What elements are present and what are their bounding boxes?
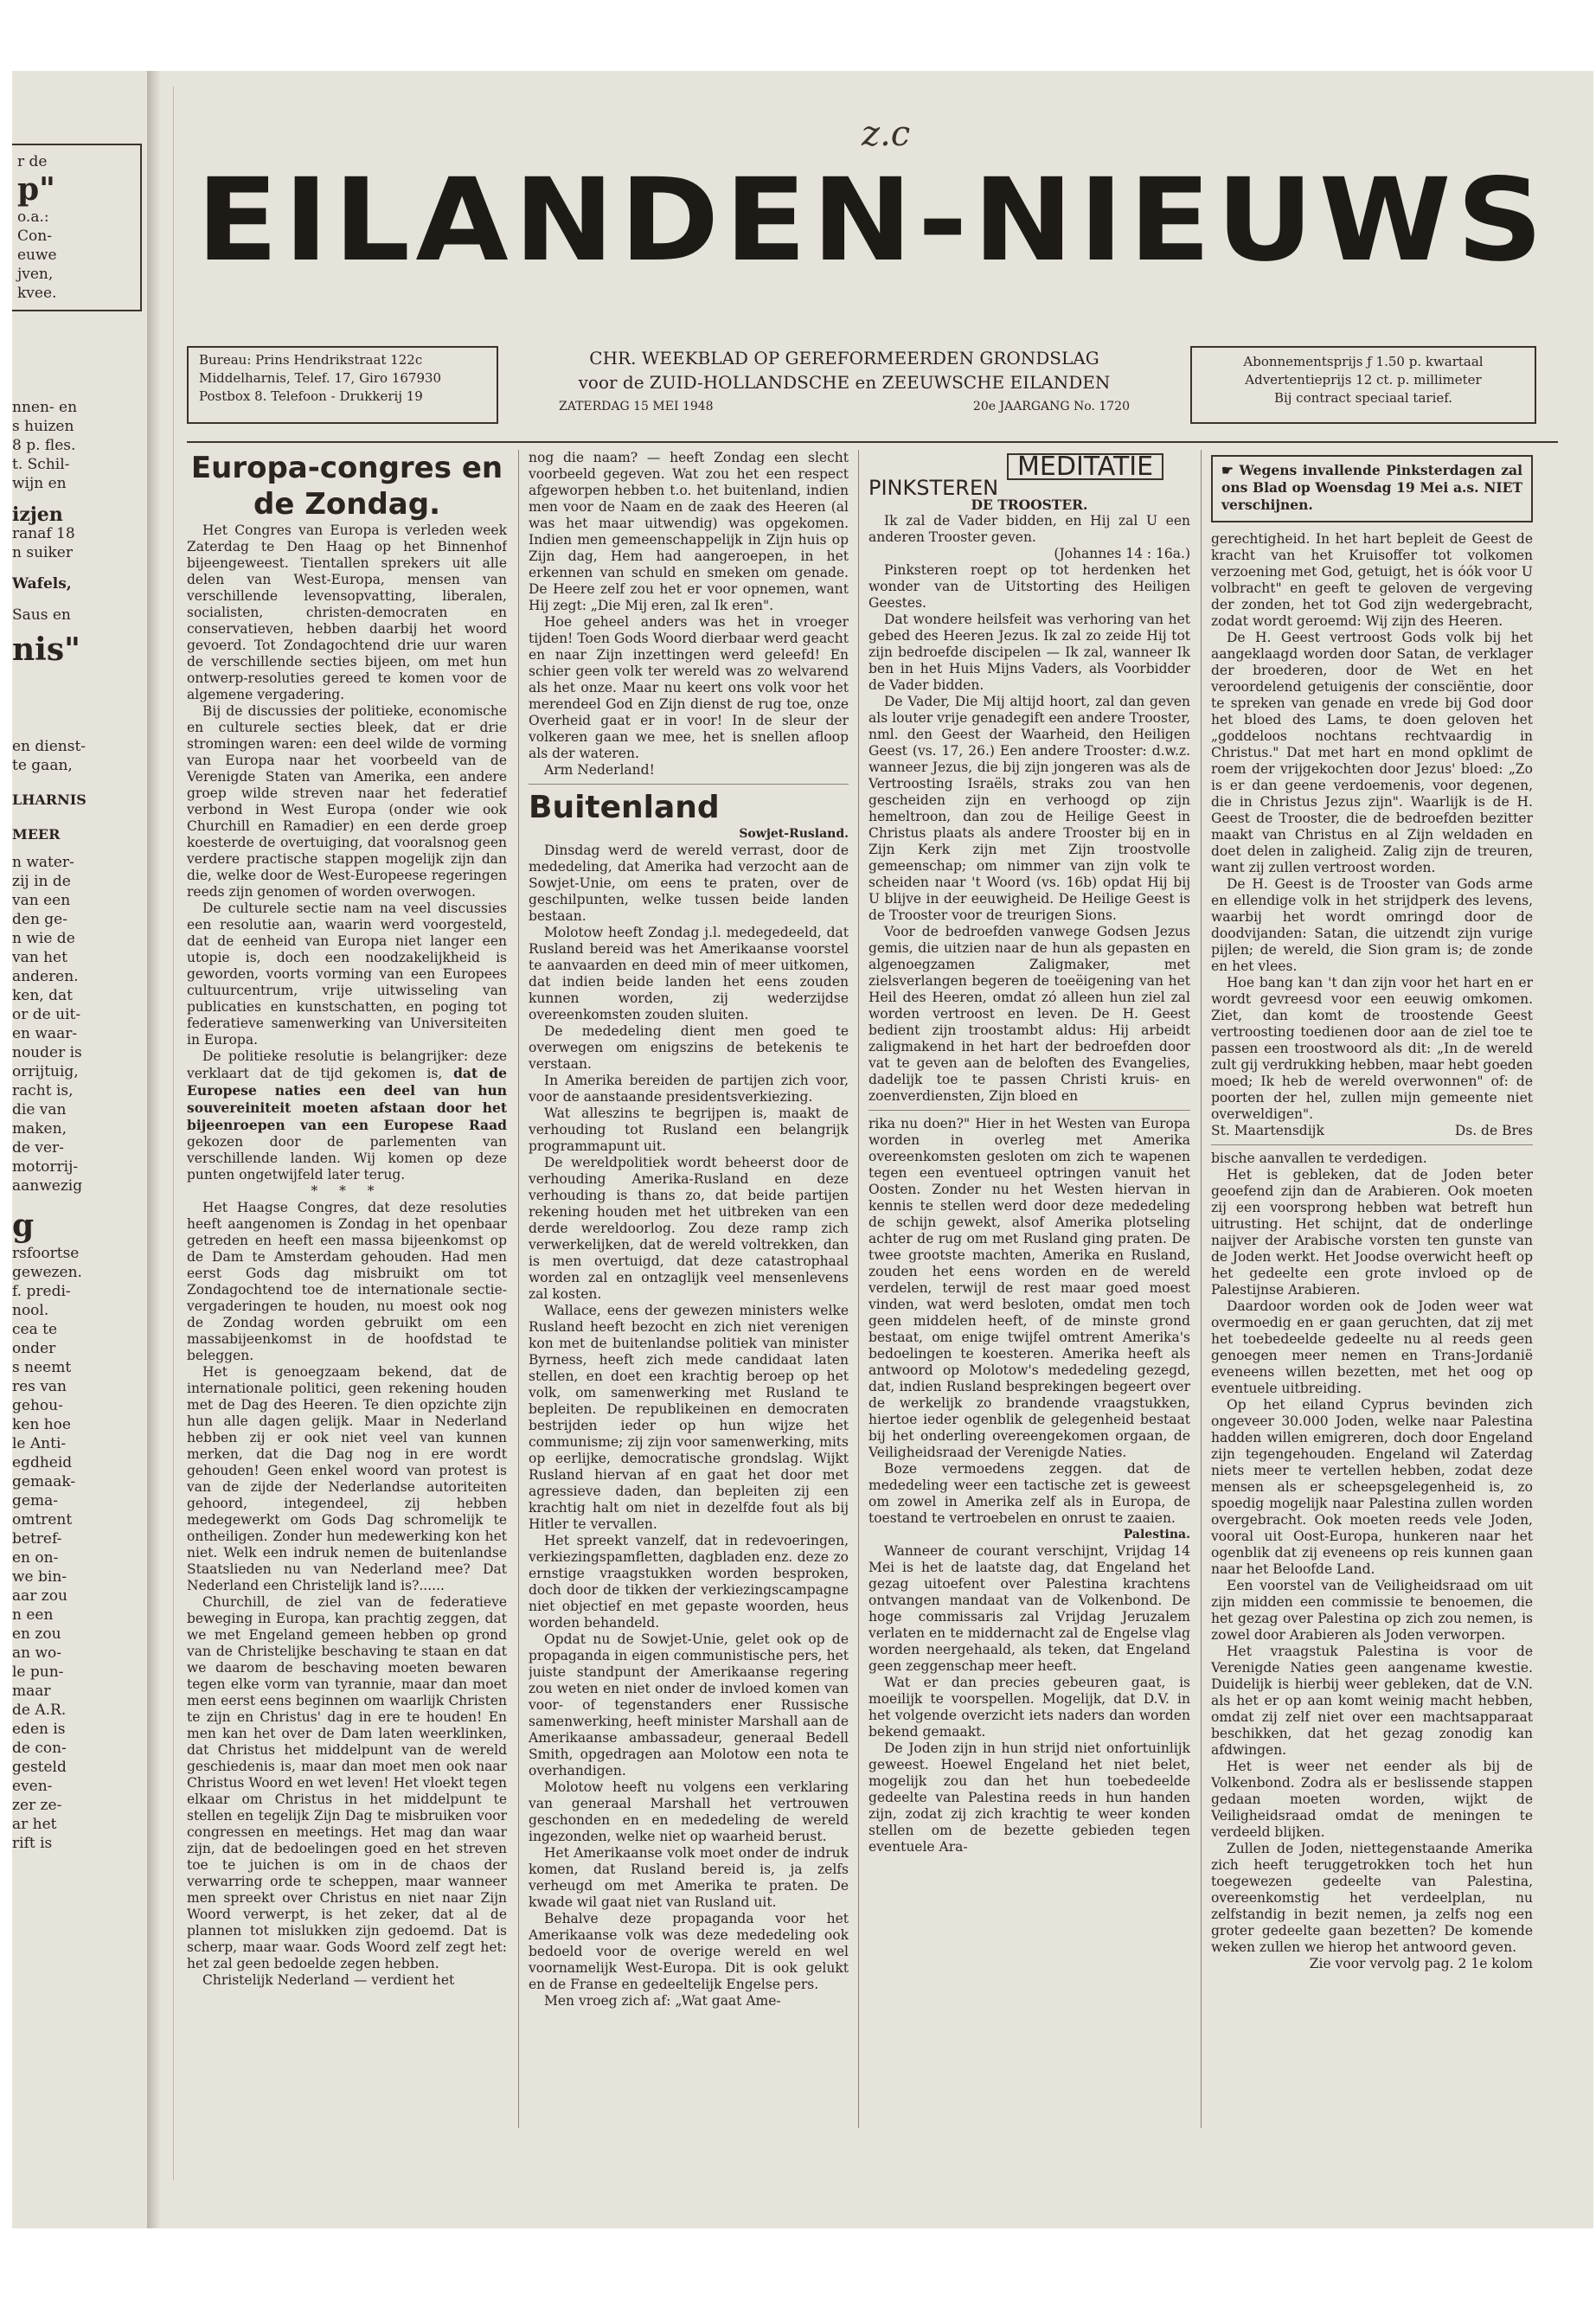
subheading-trooster: DE TROOSTER. — [971, 497, 1088, 513]
paragraph: De H. Geest vertroost Gods volk bij het aangeklaagd worden door Satan, de verklager der broederen, door de Wet en het veroordelend getuigenis der consciëntie, door te spreken van genade en vrede bij God door het bloed des Lams, te doen geloven het „goddeloos nochtans rechtvaardig in Christus." Dat met hart en mond opklimt de roem der vrijgekochten door Jezus' bloed: „Zo is er dan geene verdoemenis, voor degenen, die in Christus Jezus zijn". Waarlijk is de H. Geest de Trooster, die de bedroefden bezitter maakt van Christus en al Zijn weldaden en doet delen in zaligheid. Zalig zijn de treuren, want zij zullen vertroost worden. — [1211, 630, 1533, 875]
subheading-sowjet-rusland: Sowjet-Rusland. — [739, 827, 849, 841]
paragraph: Christelijk Nederland — verdient het — [202, 1972, 455, 1988]
paragraph: Boze vermoedens zeggen. dat de mededeling weer een tactische zet is geweest om zowel in Amerika zelf als in Europa, de toestand te vertroebelen en onrust te zaaien. — [869, 1461, 1190, 1526]
paragraph-part: gekozen door de parlementen van verschillende landen. Wij komen op deze punten ongetwijfeld later terug. — [187, 1134, 507, 1183]
adjacent-page-sliver — [12, 138, 142, 2197]
divider — [1211, 1144, 1533, 1145]
handwritten-note: z.c — [862, 114, 911, 154]
sliver-line: onder — [12, 1340, 56, 1357]
subscription-line: Bij contract speciaal tarief. — [1273, 390, 1453, 406]
sliver-line: ken, dat — [12, 987, 73, 1004]
column-divider — [518, 450, 519, 2128]
paragraph: Pinksteren roept op tot herdenken het wonder van de Uitstorting des Heiligen Geestes. — [869, 562, 1190, 611]
sliver-line: aar zou — [12, 1587, 67, 1605]
sliver-line: f. predi- — [12, 1283, 71, 1300]
subscription-line: Abonnementsprijs ƒ 1.50 p. kwartaal — [1243, 354, 1484, 369]
sliver-line: nouder is — [12, 1044, 82, 1061]
sliver-line: n wie de — [12, 930, 75, 947]
sliver-line: res van — [12, 1378, 67, 1395]
paragraph: Het is genoegzaam bekend, dat de internationale politici, geen rekening houden met de Dag des Heeren. Te dien opzichte zijn hun alle dagen gelijk. Maar in Nederland hebben zij er ook niet veel van kunnen merken, dat die Dag nog in ere wordt gehouden! Geen enkel woord van protest is van de zijde der Nederlandse autoriteiten gehoord, integendeel, zij hebben medegewerkt om Gods Dag schromelijk te ontheiligen. Zonder hun medewerking kon het niet. Welk een indruk nemen de buitenlandse Staatslieden nu van Nederland mee? Dat Nederland een Christelijk land is?...... — [187, 1364, 507, 1593]
sliver-line: le pun- — [12, 1663, 64, 1681]
sliver-box-1 — [12, 144, 142, 311]
sliver-line: zer ze- — [12, 1797, 62, 1814]
article-meditatie — [869, 450, 1190, 2128]
paragraph: Dinsdag werd de wereld verrast, door de mededeling, dat Amerika had verzocht aan de Sowjet-Unie, om eens te praten, over de geschilpunten, welke tussen beide landen bestaan. — [529, 843, 849, 924]
article-continued — [1211, 450, 1533, 2128]
sliver-line: aanwezig — [12, 1177, 83, 1195]
paragraph: De wereldpolitiek wordt beheerst door de verhouding Amerika-Rusland en deze verhouding is thans zo, dat beide partijen rekening houden met het uitbreken van een derde wereldoorlog. Zou deze ramp zich verwerkelijken, dat de wereld voltrekken, dan is men overtuigd, dat deze catastrophaal worden zal en ontzaglijk veel mensenlevens zal kosten. — [529, 1155, 849, 1302]
masthead-title: EILANDEN-NIEUWS — [195, 154, 1549, 287]
divider — [869, 1110, 1190, 1111]
headline-buitenland: Buitenland — [529, 790, 720, 825]
sliver-line: an wo- — [12, 1644, 62, 1662]
paragraph: Zullen de Joden, niettegenstaande Amerika zich heeft teruggetrokken toch het hun toegewezen gedeelte van Palestina, overeenkomstig het verdeelplan, nu zelfstandig in bezit nemen, ja zelfs nog een groter gedeelte gaan bezetten? De komende weken zullen we hierop het antwoord geven. — [1211, 1841, 1533, 1955]
paragraph — [187, 1048, 507, 1183]
masthead-rule — [187, 441, 1558, 443]
sliver-line: ken hoe — [12, 1416, 71, 1433]
sliver-line: ar het — [12, 1816, 57, 1833]
bureau-line: Postbox 8. Telefoon - Drukkerij 19 — [199, 388, 423, 404]
bureau-line: Middelharnis, Telef. 17, Giro 167930 — [199, 370, 442, 386]
paragraph: Het is gebleken, dat de Joden beter geoefend zijn dan de Arabieren. Ook moeten zij een voorsprong hebben wat betreft hun uitrusting. Het schijnt, dat de onderlinge naijver der Arabische vorsten ten gunste van de Joden werkt. Het Joodse overwicht heeft op het gedeelte een grote invloed op de Palestijnse Arabieren. — [1211, 1167, 1533, 1298]
page-fold-shadow — [147, 71, 161, 2228]
sliver-big-text: p" — [17, 171, 55, 208]
sliver-line: rsfoortse — [12, 1245, 80, 1262]
sliver-big-text: g — [12, 1208, 35, 1244]
paragraph: bische aanvallen te verdedigen. — [1211, 1150, 1427, 1166]
tagline-line-2: voor de ZUID-HOLLANDSCHE en ZEEUWSCHE EILANDEN — [578, 372, 1111, 393]
notice-text: Wegens invallende Pinksterdagen zal ons Blad op Woensdag 19 Mei a.s. NIET verschijnen. — [1221, 462, 1522, 513]
sliver-line: van een — [12, 892, 71, 909]
issue-edition: 20e JAARGANG No. 1720 — [972, 400, 1130, 413]
bureau-box — [187, 346, 498, 424]
sliver-line: gehou- — [12, 1397, 63, 1414]
sliver-line: 8 p. fles. — [12, 437, 76, 454]
sliver-text-block — [12, 853, 142, 1195]
sliver-line: nool. — [12, 1302, 49, 1319]
sliver-line: gemaak- — [12, 1473, 76, 1490]
subscription-box — [1190, 346, 1536, 424]
bible-verse: Ik zal de Vader bidden, en Hij zal U een anderen Trooster geven. — [869, 513, 1190, 545]
paragraph: Dat wondere heilsfeit was verhoring van het gebed des Heeren Jezus. Ik zal zo zeide Hij tot zijn bedroefde discipelen — Ik zal, wanneer Ik ben in het Huis Mijns Vaders, als Voorbidder de Vader bidden. — [869, 612, 1190, 693]
sliver-line: ranaf 18 — [12, 525, 75, 542]
paragraph: Een voorstel van de Veiligheidsraad om uit zijn midden een commissie te benoemen, die het gezag over Palestina op zich zou nemen, is zowel door Arabieren als Joden verworpen. — [1211, 1578, 1533, 1643]
sliver-line: cea te — [12, 1321, 58, 1338]
signature-place: St. Maartensdijk — [1211, 1123, 1324, 1138]
paragraph: Het Amerikaanse volk moet onder de indruk komen, dat Rusland bereid is, ja zelfs verheugd om met Amerika te praten. De kwade wil gaat niet van Rusland uit. — [529, 1845, 849, 1910]
sliver-line: n suiker — [12, 544, 73, 561]
sliver-line: n water- — [12, 854, 74, 871]
sliver-line: gewezen. — [12, 1264, 82, 1281]
paragraph: Wat alleszins te begrijpen is, maakt de verhouding tot Rusland een belangrijk programmapunt uit. — [529, 1106, 849, 1154]
paragraph: Het is weer net eender als bij de Volkenbond. Zodra als er beslissende stappen gedaan moeten worden, wijkt de Veiligheidsraad omdat de meningen te verdeeld blijken. — [1211, 1759, 1533, 1840]
paragraph: De Joden zijn in hun strijd niet onfortuinlijk geweest. Hoewel Engeland het niet belet, mogelijk zou dan het hun toebedeelde gedeelte van Palestina reeds in hun handen zijn, zodat zij zich krachtig te weer konden stellen om de bezette gebieden tegen eventuele Ara- — [869, 1740, 1190, 1855]
sliver-heading: MEER — [12, 826, 61, 843]
sliver-line: omtrent — [12, 1511, 73, 1529]
sliver-line: gesteld — [12, 1759, 67, 1776]
sliver-line: te gaan, — [12, 757, 73, 774]
sliver-heading: Wafels, — [12, 575, 72, 593]
headline-pinksteren: PINKSTEREN — [869, 476, 999, 500]
sliver-line: orrijtuig, — [12, 1063, 79, 1080]
paragraph: De H. Geest is de Trooster van Gods arme en ellendige volk in het strijdperk des levens, waarbij het wordt omringd door de doodvijanden: Satan, die uitzendt zijn vurige pijlen; de wereld, die Sion gram is; de zonde en het vlees. — [1211, 876, 1533, 974]
sliver-line: van het — [12, 949, 67, 966]
sliver-line: euwe — [17, 247, 57, 264]
column-divider — [858, 450, 859, 2128]
sliver-line: maar — [12, 1682, 51, 1700]
paragraph: Hoe geheel anders was het in vroeger tijden! Toen Gods Woord dierbaar werd geacht en naar Zijn inzettingen werd geleefd! En schier geen volk ter wereld was zo welvarend als het onze. Maar nu keert ons volk voor het merendeel God en Zijn dienst de rug toe, onze Overheid gaat er in voor! In de sleur der volkeren gaan we mee, het is snellen afloop als der wateren. — [529, 614, 849, 761]
paragraph: Hoe bang kan 't dan zijn voor het hart en er wordt gevreesd voor een eeuwig omkomen. Ziet, dan komt de troostende Geest vertroosting toedienen door aan de ziel toe te passen een troostwoord als dit: „In de wereld zult gij verdrukking hebben, maar hebt goeden moed; Ik heb de wereld overwonnen" of: de poorten der hel, zullen mijn gemeente niet overweldigen". — [1211, 975, 1533, 1122]
article-europa-congres — [187, 450, 507, 2128]
publication-notice — [1211, 455, 1533, 522]
sliver-line: den ge- — [12, 911, 67, 928]
paragraph: Daardoor worden ook de Joden weer wat overmoedig en er gaan geruchten, dat zij met het toebedeelde gedeelte nu al reeds geen genoegen meer nemen en Trans-Jordanië eveneens willen bezetten, met het oog op eventuele uitbreiding. — [1211, 1298, 1533, 1396]
verse-reference: (Johannes 14 : 16a.) — [1054, 546, 1190, 561]
tagline-line-1: CHR. WEEKBLAD OP GEREFORMEERDEN GRONDSLAG — [589, 348, 1099, 369]
sliver-big-text: nis" — [12, 631, 80, 668]
sliver-line: even- — [12, 1778, 53, 1795]
paragraph: Opdat nu de Sowjet-Unie, gelet ook op de propaganda in eigen communistische pers, het juiste standpunt der Amerikaanse regering zou weten en niet onder de invloed komen van voor- of tegenstanders ener Russische samenwerking, heeft minister Marshall aan de Amerikaanse ambassadeur, generaal Bedell Smith, opgedragen aan Molotow een nota te overhandigen. — [529, 1631, 849, 1779]
paragraph: Wat er dan precies gebeuren gaat, is moeilijk te voorspellen. Mogelijk, dat D.V. in het volgende overzicht iets naders dan worden bekend gemaakt. — [869, 1675, 1190, 1740]
sliver-line: le Anti- — [12, 1435, 67, 1452]
paragraph: In Amerika bereiden de partijen zich voor, voor de aanstaande presidentsverkiezing. — [529, 1073, 849, 1105]
sliver-line: we bin- — [12, 1568, 67, 1586]
sliver-text-block — [12, 1244, 142, 1853]
signature: Arm Nederland! — [544, 762, 655, 778]
paragraph: Het vraagstuk Palestina is voor de Verenigde Naties geen aangename kwestie. Duidelijk is hierbij weer gebleken, dat de V.N. als het er op aan komt weinig macht hebben, omdat zij zelf niet over een machtsapparaat beschikken, dat het gezag zonodig kan afdwingen. — [1211, 1644, 1533, 1758]
section-separator: * * * — [311, 1183, 383, 1199]
continued-note: Zie voor vervolg pag. 2 1e kolom — [1309, 1956, 1533, 1971]
sliver-line: kvee. — [17, 285, 57, 302]
divider — [529, 784, 849, 785]
paragraph: nog die naam? — heeft Zondag een slecht voorbeeld gegeven. Wat zou het een respect afgeworpen hebben t.o. het buitenland, indien men voor de Naam en de zaak des Heeren (al was het maar uitwendig) was opgekomen. Indien men gemeenschappelijk in Zijn huis op Zijn dag, Hem had aangeroepen, in het erkennen van schuld en smeken om genade. De Heere zelf zou het er voor opnemen, want Hij zegt: „Die Mij eren, zal Ik eren". — [529, 450, 849, 613]
sliver-line: en waar- — [12, 1025, 78, 1042]
sliver-line: en zou — [12, 1625, 61, 1643]
paragraph-part: De politieke resolutie is belangrijker: deze verklaart dat de tijd gekomen is, — [187, 1048, 507, 1081]
sliver-line: de con- — [12, 1740, 67, 1757]
sliver-line: egdheid — [12, 1454, 73, 1471]
paragraph: rika nu doen?" Hier in het Westen van Europa worden in overleg met Amerika overeenkomsten gesloten om zich te wapenen tegen een eventueel optringen vanuit het Oosten. Zonder nu het Westen hiervan in kennis te stellen werd door deze mededeling de schijn gewekt, alsof Amerika plotseling achter de rug om met Rusland ging praten. De twee grootste machten, Amerika en Rusland, zouden het eens worden en de wereld verdelen, terwijl de rest maar goed moest vinden, wat werd besloten, omdat men toch geen middelen heeft, of de minste grond bestaat, om enige twijfel omtrent Amerika's bedoelingen te koesteren. Amerika heeft als antwoord op Molotow's mededeling gezegd, dat, indien Rusland besprekingen begeert over de werkelijk zo brandende vraagstukken, hiertoe ieder ogenblik de gelegenheid bestaat bij het onderling overeengekomen orgaan, de Veiligheidsraad der Verenigde Naties. — [869, 1116, 1190, 1460]
paragraph: Voor de bedroefden vanwege Godsen Jezus gemis, die uitzien naar de hun als gepasten en algenoegzamen Zaligmaker, met zielsverlangen begeren de toeëigening van het Heil des Heeren, omdat zó alleen hun ziel zal worden vertroost en leven. De H. Geest bedient zijn troostambt aldus: Hij arbeidt zaligmakend in het hart der bedroefden door vat te geven aan de beloften des Evangelies, dadelijk toe te passen Christi kruis- en zoenverdiensten, Zijn bloed en — [869, 924, 1190, 1104]
issue-date: ZATERDAG 15 MEI 1948 — [559, 400, 714, 413]
paragraph: Op het eiland Cyprus bevinden zich ongeveer 30.000 Joden, welke naar Palestina hadden willen emigreren, doch door Engeland zijn tegengehouden. Engeland wil Zaterdag niets meer te vertellen hebben, zodat deze mensen als er scheepsgelegenheid is, zo spoedig mogelijk naar Palestina zullen worden overgebracht. Ook moeten reeds vele Joden, vooral uit Oost-Europa, hunkeren naar het ogenblik dat zij eveneens op reis kunnen gaan naar het Beloofde Land. — [1211, 1397, 1533, 1577]
pointing-hand-icon: ☛ — [1221, 462, 1240, 478]
sliver-line: rift is — [12, 1835, 53, 1852]
paragraph: Molotow heeft Zondag j.l. medegedeeld, dat Rusland bereid was het Amerikaanse voorstel te aanvaarden en deed min of meer uitkomen, dat indien beide landen het eens zouden kunnen worden, zij wederzijdse overeenkomsten zouden sluiten. — [529, 925, 849, 1022]
sliver-line: de A.R. — [12, 1702, 67, 1719]
paragraph: gerechtigheid. In het hart bepleit de Geest de kracht van het Kruisoffer tot volkomen verzoening met God, getuigt, het is óók voor U volbracht" en geeft te geloven de vergeving der zonden, het tot God zijn wedergebracht, zodat wordt geroemd: Wij zijn des Heeren. — [1211, 531, 1533, 629]
subheading-palestina: Palestina. — [1123, 1528, 1190, 1541]
sliver-line: o.a.: — [17, 208, 49, 226]
meditatie-label: MEDITATIE — [1007, 453, 1163, 480]
sliver-line: wijn en — [12, 475, 67, 492]
masthead-tagline — [516, 346, 1173, 429]
sliver-line: motorrij- — [12, 1158, 79, 1176]
paragraph: Churchill, de ziel van de federatieve beweging in Europa, kan prachtig zeggen, dat we met Engeland gemeen hebben op grond van de Christelijke beschaving te staan en dat we daarom de beschaving moeten bewaren tegen elke vorm van tyrannie, maar dan moet men eerst eens beginnen om waarlijk Christen te zijn en Christus' dag in ere te houden! En men kan het over de Dam laten weerklinken, dat Christus het middelpunt van de wereld geschiedenis is, maar dan moet men ook naar Christus Woord en wet leven! Het vloekt tegen elkaar om Christus in het middelpunt te stellen en tegelijk Zijn Dag te misbruiken voor congressen en meetings. Het mag dan waar zijn, dat de bedoelingen goed en het streven toe te juichen is om in de chaos der verwarring orde te scheppen, maar wanneer men spreekt over Christus en niet naar Zijn Woord verwerpt, is het zeker, dat al de plannen tot mislukken zijn gedoemd. Dat is scherp, maar waar. Gods Woord zelf zegt het: het zal geen bedoelde zegen hebben. — [187, 1594, 507, 1971]
front-page — [173, 87, 1575, 2180]
sliver-line: or de uit- — [12, 1006, 81, 1023]
column-divider — [1201, 450, 1202, 2128]
headline-europa-congres: Europa-congres en de Zondag. — [190, 451, 503, 522]
paragraph: Men vroeg zich af: „Wat gaat Ame- — [544, 1993, 781, 2009]
article-buitenland — [529, 450, 849, 2128]
paragraph: Wanneer de courant verschijnt, Vrijdag 14 Mei is het de laatste dag, dat Engeland het gezag uitoefent over Palestina krachtens ontvangen mandaat van de Volkenbond. De hoge commissaris zal Vrijdag Jeruzalem verlaten en te middernacht zal de Engelse vlag worden neergehaald, als teken, dat Engeland geen zeggenschap meer heeft. — [869, 1543, 1190, 1674]
paragraph: Wallace, eens der gewezen ministers welke Rusland heeft bezocht en zich niet verenigen kon met de buitenlandse politiek van minister Byrness, heeft zich mede candidaat laten stellen, en doet een krachtig beroep op het volk, om samenwerking met Rusland te bepleiten. De republikeinen en democraten bestrijden ieder op hun wijze het communisme; zij zijn voor samenwerking, mits op eerlijke, democratische grondslag. Wijkt Rusland hiervan af en gaat het door met agressieve daden, dan bepleiten zij een krachtig halt om niet in dezelfde fout als bij Hitler te vervallen. — [529, 1303, 849, 1532]
sliver-line: maken, — [12, 1120, 67, 1138]
sliver-line: die van — [12, 1101, 67, 1118]
paragraph: De mededeling dient men goed te overwegen om enigszins de betekenis te verstaan. — [529, 1023, 849, 1072]
sliver-line: Saus en — [12, 606, 71, 624]
paragraph-emphasis: dat de Europese naties een deel van hun souvereiniteit moeten afstaan door het bijeenroepen van een Europese Raad — [187, 1065, 507, 1133]
paragraph: Het spreekt vanzelf, dat in redevoeringen, verkiezingspamfletten, dagbladen enz. deze zo ernstige vraagstukken worden besproken, doch door de tikken der verkiezingscampagne niet objectief en met gepaste woorden, heus worden behandeld. — [529, 1533, 849, 1631]
sliver-heading: izjen — [12, 503, 63, 526]
sliver-line: anderen. — [12, 968, 79, 985]
paragraph: Het Congres van Europa is verleden week Zaterdag te Den Haag op het Binnenhof bijeengeweest. Tientallen sprekers uit alle delen van West-Europa, mensen van verschillende levensopvatting, liberalen, socialisten, christen-democraten en conservatieven, hebben daarbij het woord gevoerd. Tot Zondagochtend drie uur waren de verschillende secties bijeen, om met hun ontwerp-resoluties gereed te komen voor de algemene vergadering. — [187, 522, 507, 702]
signature-author: Ds. de Bres — [1454, 1123, 1533, 1138]
signature-line — [1211, 1123, 1533, 1139]
sliver-line: zij in de — [12, 873, 71, 890]
sliver-line: de ver- — [12, 1139, 64, 1157]
sliver-line: n een — [12, 1606, 54, 1624]
sliver-line: en on- — [12, 1549, 59, 1567]
sliver-line: Con- — [17, 228, 52, 245]
sliver-line: gema- — [12, 1492, 58, 1509]
sliver-line: r de — [17, 153, 48, 170]
bureau-line: Bureau: Prins Hendrikstraat 122c — [199, 352, 423, 368]
sliver-line: racht is, — [12, 1082, 74, 1099]
subscription-line: Advertentieprijs 12 ct. p. millimeter — [1245, 372, 1482, 388]
sliver-line: betref- — [12, 1530, 62, 1548]
paragraph: Molotow heeft nu volgens een verklaring van generaal Marshall het vertrouwen geschonden en en mededeling de wereld ingezonden, welke niet op waarheid berust. — [529, 1779, 849, 1844]
sliver-line: en dienst- — [12, 738, 87, 755]
sliver-heading: LHARNIS — [12, 792, 87, 808]
sliver-line: jven, — [17, 266, 54, 283]
sliver-line: s neemt — [12, 1359, 72, 1376]
paragraph: De culturele sectie nam na veel discussies een resolutie aan, waarin werd voorgesteld, dat de eenheid van Europa niet langer een utopie is, doch een noodzakelijkheid is geworden, voorts vorming van een Europees cultuurcentrum, vrije uitwisseling van publicaties en kunstschatten, en poging tot federatieve samenwerking van Universiteiten in Europa. — [187, 901, 507, 1048]
sliver-line: eden is — [12, 1721, 66, 1738]
issue-line — [516, 394, 1173, 419]
sliver-line: nnen- en — [12, 399, 78, 416]
paragraph: Het Haagse Congres, dat deze resoluties heeft aangenomen is Zondag in het openbaar getreden en heeft een massa bijeenkomst op de Dam te Amsterdam gehouden. Had men eerst Gods dag misbruikt om tot Zondagochtend toe de internationale sectie-vergaderingen te houden, nu moest ook nog de Zondag worden gebruikt om een massabijeenkomst in de hoofdstad te beleggen. — [187, 1200, 507, 1363]
paragraph: Bij de discussies der politieke, economische en culturele secties bleek, dat er drie stromingen waren: een deel wilde de vorming van Europa naar het voorbeeld van de Verenigde Staten van Amerika, een andere groep wilde streven naar het federatief verbond in West Europa (onder wie ook Churchill en Ramadier) en een derde groep koesterde de overtuiging, dat vooralsnog geen verdere practische stappen mogelijk zijn dan die, welke door de West-Europeese regeringen reeds zijn genomen of worden overwogen. — [187, 703, 507, 900]
sliver-line: s huizen — [12, 418, 74, 435]
paragraph: Behalve deze propaganda voor het Amerikaanse volk was deze mededeling ook bedoeld voor de overige wereld en wel voornamelijk West-Europa. Dit is ook gelukt en de Franse en gedeeltelijk Engelse pers. — [529, 1911, 849, 1992]
sliver-line: t. Schil- — [12, 456, 70, 473]
paragraph: De Vader, Die Mij altijd hoort, zal dan geven als louter vrije genadegift een andere Trooster, nml. den Geest der Waarheid, den Heiligen Geest (vs. 17, 26.) Een andere Trooster: d.w.z. wanneer Jezus, die bij zijn jongeren was als de Vertroosting Israëls, straks zou van hen gescheiden zijn en verhoogd op zijn hemeltroon, dan zou de Heilige Geest in Christus plaats als andere Trooster bij en in Zijn Kerk zijn met Zijn troostvolle gemeenschap; om nimmer van zijn volk te scheiden naar 't Woord (vs. 16b) opdat Hij bij U blijve in der eeuwigheid. De Heilige Geest is de Trooster voor de treurigen Sions. — [869, 694, 1190, 923]
